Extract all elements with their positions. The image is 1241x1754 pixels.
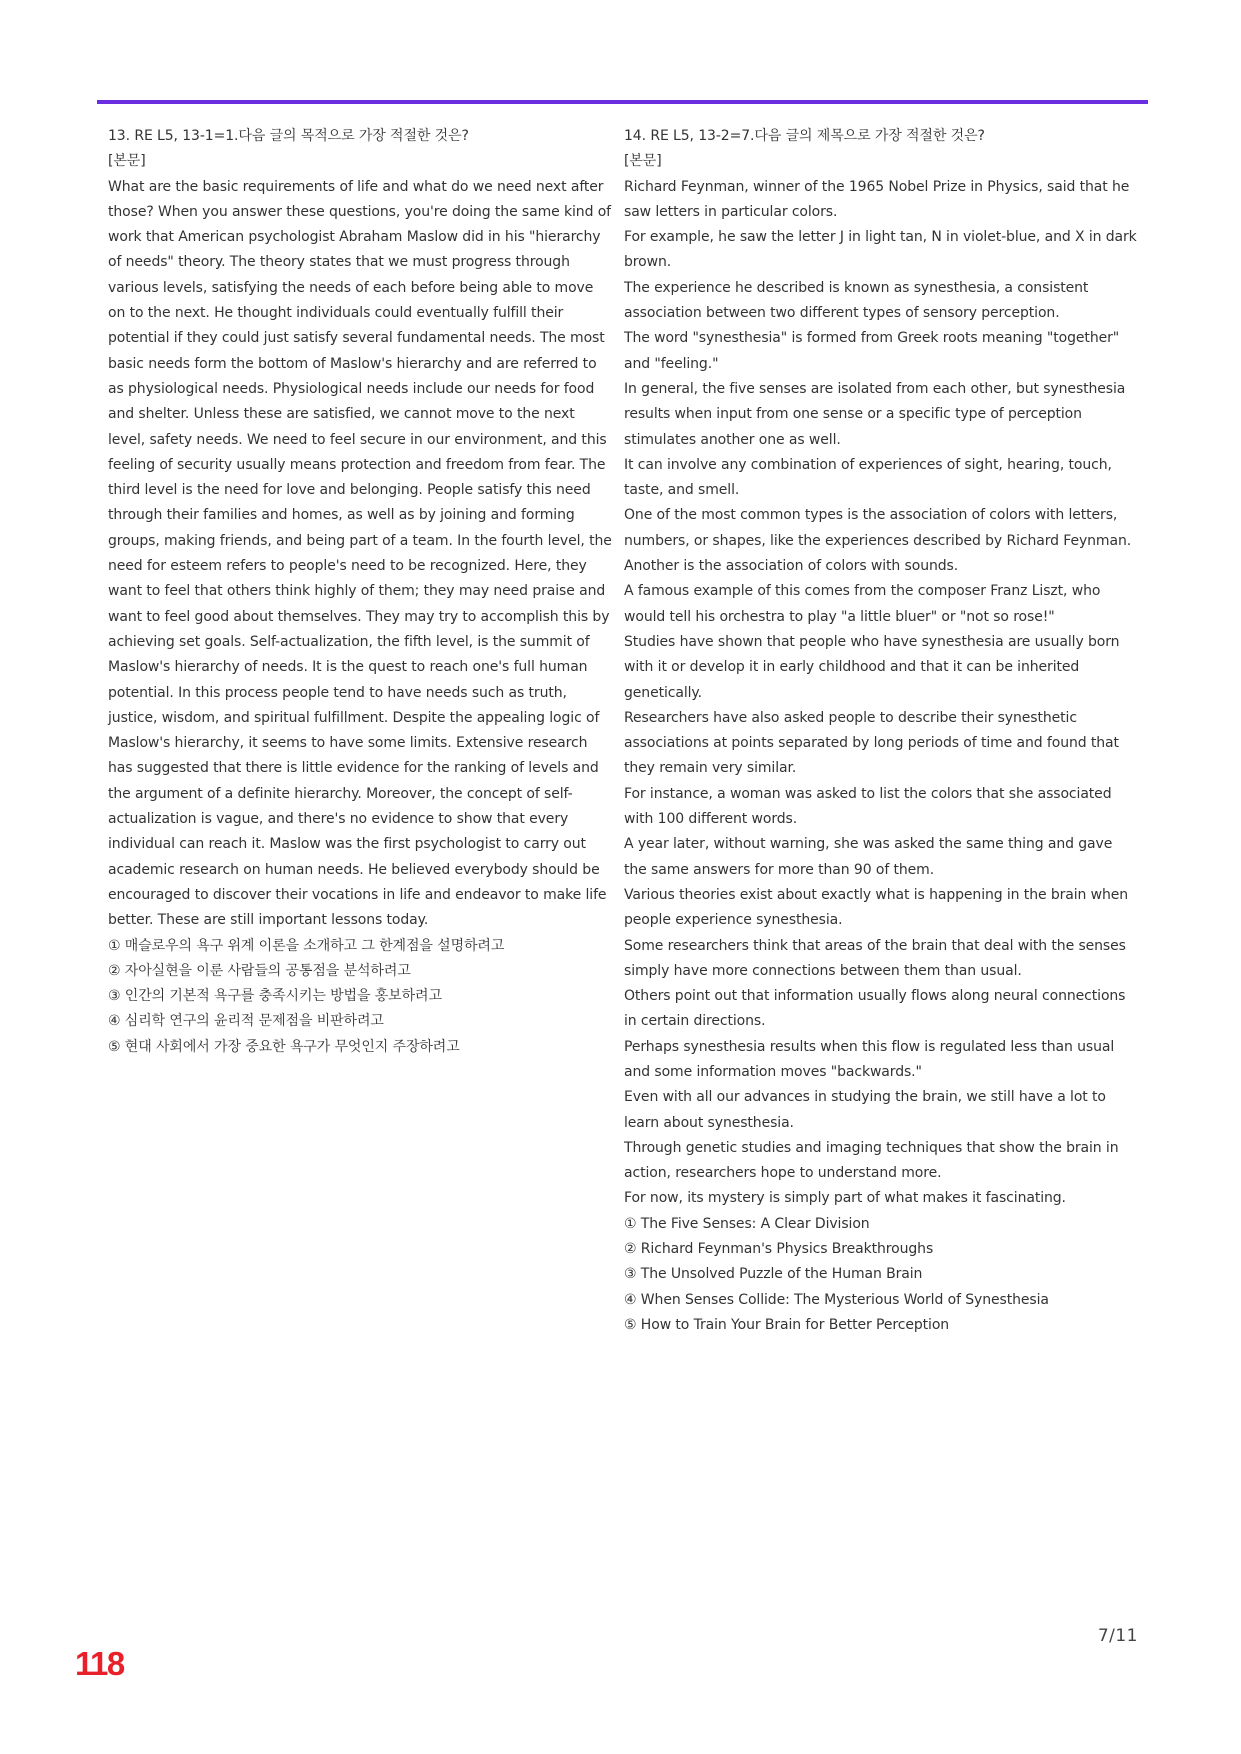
passage-sentence: One of the most common types is the association of colors with letters, numbers, or shapes, like the experiences described by Richard Feynman.	[624, 507, 1132, 549]
answer-choice-1[interactable]: ① The Five Senses: A Clear Division	[624, 1215, 870, 1232]
question-13	[108, 124, 613, 1060]
passage-sentence: The word "synesthesia" is formed from Greek roots meaning "together" and "feeling."	[624, 330, 1120, 372]
passage-sentence: For example, he saw the letter J in light tan, N in violet-blue, and X in dark brown.	[624, 229, 1137, 271]
passage-sentence: Through genetic studies and imaging techniques that show the brain in action, researchers hope to understand more.	[624, 1139, 1119, 1182]
answer-choice-3[interactable]: ③ 인간의 기본적 욕구를 충족시키는 방법을 홍보하려고	[108, 988, 442, 1005]
passage-sentence: Perhaps synesthesia results when this flow is regulated less than usual and some information moves "backwards."	[624, 1038, 1115, 1080]
passage-tag: [본문]	[624, 153, 662, 170]
passage-sentence: It can involve any combination of experiences of sight, hearing, touch, taste, and smell.	[624, 456, 1112, 499]
page-number: 118	[75, 1645, 124, 1682]
passage-sentence: For instance, a woman was asked to list the colors that she associated with 100 different words.	[624, 785, 1112, 828]
passage-sentence: The experience he described is known as synesthesia, a consistent association between two different types of sensory perception.	[624, 279, 1089, 322]
question-14	[624, 124, 1139, 1338]
answer-choices	[108, 934, 613, 1060]
passage-sentence: Another is the association of colors with sounds.	[624, 558, 959, 575]
passage-sentence: For now, its mystery is simply part of what makes it fascinating.	[624, 1190, 1066, 1207]
answer-choice-2[interactable]: ② 자아실현을 이룬 사람들의 공통점을 분석하려고	[108, 962, 411, 979]
passage-sentence: In general, the five senses are isolated from each other, but synesthesia results when input from one sense or a specific type of perception stimulates another one as well.	[624, 380, 1126, 448]
answer-choice-1[interactable]: ① 매슬로우의 욕구 위계 이론을 소개하고 그 한계점을 설명하려고	[108, 937, 505, 954]
answer-choice-4[interactable]: ④ When Senses Collide: The Mysterious World of Synesthesia	[624, 1291, 1049, 1308]
answer-choices	[624, 1212, 1139, 1338]
passage-tag: [본문]	[108, 153, 146, 170]
answer-choice-4[interactable]: ④ 심리학 연구의 윤리적 문제점을 비판하려고	[108, 1013, 384, 1030]
question-header: 14. RE L5, 13-2=7.다음 글의 제목으로 가장 적절한 것은?	[624, 128, 985, 144]
passage-sentence: Studies have shown that people who have synesthesia are usually born with it or develop it in early childhood and that it can be inherited genetically.	[624, 633, 1120, 701]
passage-sentence: Some researchers think that areas of the brain that deal with the senses simply have more connections between them than usual.	[624, 937, 1126, 979]
passage-sentence: Researchers have also asked people to describe their synesthetic associations at points separated by long periods of time and found that they remain very similar.	[624, 709, 1119, 777]
passage-sentence: Even with all our advances in studying the brain, we still have a lot to learn about synesthesia.	[624, 1089, 1106, 1131]
passage-text: What are the basic requirements of life and what do we need next after those? When you answer these questions, you're doing the same kind of work that American psychologist Abraham Maslow did in his "hierarchy of needs" theory. The theory states that we must progress through various levels, satisfying the needs of each before being able to move on to the next. He thought individuals could eventually fulfill their potential if they could just satisfy several fundamental needs. The most basic needs form the bottom of Maslow's hierarchy and are referred to as physiological needs. Physiological needs include our needs for food and shelter. Unless these are satisfied, we cannot move to the next level, safety needs. We need to feel secure in our environment, and this feeling of security usually means protection and freedom from fear. The third level is the need for love and belonging. People satisfy this need through their families and homes, as well as by joining and forming groups, making friends, and being part of a team. In the fourth level, the need for esteem refers to people's need to be recognized. Here, they want to feel that others think highly of them; they may need praise and want to feel good about themselves. They may try to accomplish this by achieving set goals. Self-actualization, the fifth level, is the summit of Maslow's hierarchy of needs. It is the quest to reach one's full human potential. In this process people tend to have needs such as truth, justice, wisdom, and spiritual fulfillment. Despite the appealing logic of Maslow's hierarchy, it seems to have some limits. Extensive research has suggested that there is little evidence for the ranking of levels and the argument of a definite hierarchy. Moreover, the concept of self-actualization is vague, and there's no evidence to show that every individual can reach it. Maslow was the first psychologist to carry out academic research on human needs. He believed everybody should be encouraged to discover their vocations in life and endeavor to make life better. These are still important lessons today.	[108, 178, 612, 929]
answer-choice-3[interactable]: ③ The Unsolved Puzzle of the Human Brain	[624, 1266, 923, 1283]
answer-choice-5[interactable]: ⑤ 현대 사회에서 가장 중요한 욕구가 무엇인지 주장하려고	[108, 1038, 460, 1055]
answer-choice-5[interactable]: ⑤ How to Train Your Brain for Better Perception	[624, 1316, 950, 1333]
answer-choice-2[interactable]: ② Richard Feynman's Physics Breakthroughs	[624, 1241, 934, 1258]
question-header: 13. RE L5, 13-1=1.다음 글의 목적으로 가장 적절한 것은?	[108, 128, 469, 144]
passage-sentence: Various theories exist about exactly what is happening in the brain when people experience synesthesia.	[624, 886, 1129, 929]
top-accent-rule	[97, 100, 1148, 104]
passage-sentence: Richard Feynman, winner of the 1965 Nobel Prize in Physics, said that he saw letters in particular colors.	[624, 178, 1130, 220]
passage-sentence: Others point out that information usually flows along neural connections in certain directions.	[624, 988, 1126, 1030]
passage-sentence: A year later, without warning, she was asked the same thing and gave the same answers for more than 90 of them.	[624, 836, 1113, 878]
page-indicator: 7/11	[1097, 1626, 1138, 1646]
passage-text	[624, 175, 1139, 1212]
passage-sentence: A famous example of this comes from the composer Franz Liszt, who would tell his orchestra to play "a little bluer" or "not so rose!"	[624, 583, 1101, 625]
